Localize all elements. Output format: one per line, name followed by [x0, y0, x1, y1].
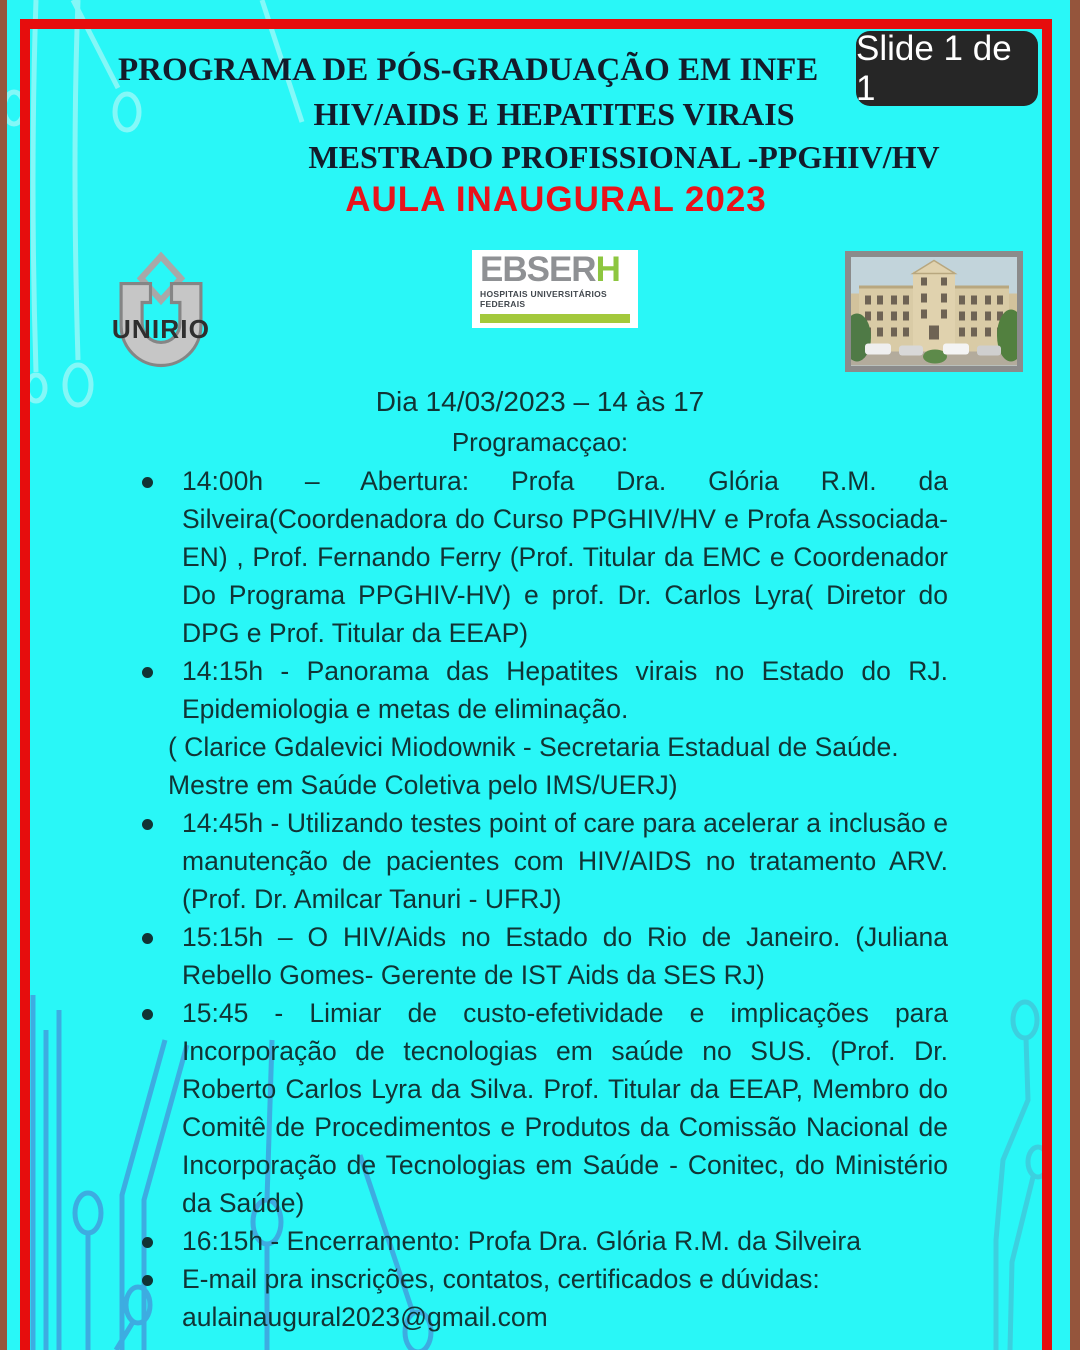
event-date: Dia 14/03/2023 – 14 às 17: [375, 386, 705, 417]
program-item-text: 16:15h - Encerramento: Profa Dra. Glória R.M. da Silveira: [182, 1226, 861, 1256]
program-list: [142, 462, 948, 1336]
unirio-logo: [98, 250, 224, 376]
ebserh-wordmark-green: H: [595, 250, 620, 289]
poster-title-line-3: MESTRADO PROFISSIONAL -PPGHIV/HV: [308, 139, 940, 175]
program-item-text: 15:45 - Limiar de custo-efetividade e implicações para Incorporação de tecnologias em saúde no SUS. (Prof. Dr. Roberto Carlos Lyra da Silva. Prof. Titular da EEAP, Membro do Comitê de Procedimentos e Produtos da Comissão Nacional de Incorporação de Tecnologias em Saúde - Conitec, do Ministério da Saúde): [182, 998, 948, 1218]
program-item: [142, 462, 948, 652]
program-item-text: 14:45h - Utilizando testes point of care para acelerar a inclusão e manutenção de pacientes com HIV/AIDS no tratamento ARV.(Prof. Dr. Amilcar Tanuri - UFRJ): [182, 808, 948, 914]
program-item: [142, 918, 948, 994]
program-item-note: aulainaugural2023@gmail.com: [182, 1302, 548, 1332]
program-item-text: 15:15h – O HIV/Aids no Estado do Rio de Janeiro. (Juliana Rebello Gomes- Gerente de IST Aids da SES RJ): [182, 922, 948, 990]
ebserh-logo: [472, 250, 638, 328]
ebserh-wordmark-gray: EBSER: [480, 250, 596, 289]
program-item-note: ( Clarice Gdalevici Miodownik - Secretaria Estadual de Saúde. Mestre em Saúde Coletiva pelo IMS/UERJ): [168, 732, 899, 800]
ebserh-green-bar: [480, 314, 630, 323]
program-item: [142, 1222, 948, 1260]
slide-counter-badge: [856, 28, 1038, 108]
program-item: [142, 994, 948, 1222]
poster-title-line-1: PROGRAMA DE PÓS-GRADUAÇÃO EM INFE: [118, 52, 819, 88]
program-item-text: 14:00h – Abertura: Profa Dra. Glória R.M. da Silveira(Coordenadora do Curso PPGHIV/HV e Profa Associada-EN) , Prof. Fernando Ferry (Prof. Titular da EMC e Coordenador Do Programa PPGHIV-HV) e prof. Dr. Carlos Lyra( Diretor do DPG e Prof. Titular da EEAP): [182, 466, 948, 648]
ebserh-subtitle: HOSPITAIS UNIVERSITÁRIOS FEDERAIS: [480, 289, 608, 309]
poster-title-line-2: HIV/AIDS E HEPATITES VIRAIS: [313, 96, 795, 132]
aula-inaugural-heading: AULA INAUGURAL 2023: [345, 180, 767, 219]
hospital-building-photo: [845, 251, 1023, 372]
ebserh-wordmark: [480, 252, 630, 288]
slide-counter-label: Slide 1 de 1: [856, 28, 1012, 108]
program-item: [142, 652, 948, 804]
program-item: [142, 1260, 948, 1336]
program-item-text: 14:15h - Panorama das Hepatites virais no Estado do RJ. Epidemiologia e metas de eliminação.: [182, 656, 948, 724]
program-item: [142, 804, 948, 918]
program-heading: Programacçao:: [451, 427, 629, 457]
left-edge-strip: [0, 0, 7, 1350]
right-edge-strip: [1070, 0, 1080, 1350]
unirio-wordmark: UNIRIO: [111, 314, 211, 345]
program-item-text: E-mail pra inscrições, contatos, certificados e dúvidas:: [182, 1264, 820, 1294]
